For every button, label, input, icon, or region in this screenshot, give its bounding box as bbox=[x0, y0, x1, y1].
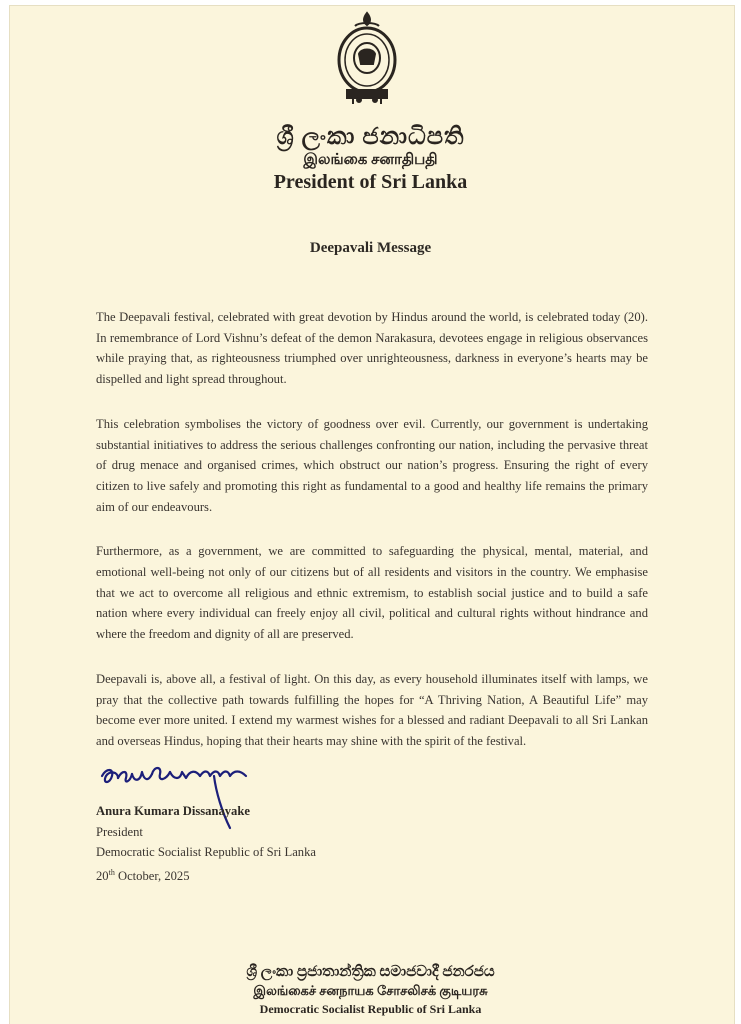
header-english: President of Sri Lanka bbox=[273, 171, 468, 193]
footer-english: Democratic Socialist Republic of Sri Lanka bbox=[259, 1002, 482, 1016]
signatory-name: Anura Kumara Dissanayake bbox=[96, 804, 250, 818]
header-tamil: இலங்கை சனாதிபதி bbox=[303, 152, 438, 168]
date-suffix: th bbox=[108, 868, 115, 878]
footer-tamil: இலங்கைச் சனநாயக சோசலிசக் குடியரசு bbox=[253, 983, 488, 998]
paragraph-2: This celebration symbolises the victory of goodness over evil. Currently, our government is undertaking substantial initiatives to address the serious challenges confronting our nation, including the pervasive threat of drug menace and organised crimes, which obstruct our nation’s progress. Ensuring the right of every citizen to live safely and promoting this right as fundamental to a good and healthy life remains the primary aim of our endeavours. bbox=[96, 416, 648, 514]
letter-date bbox=[96, 863, 316, 887]
state-emblem-icon bbox=[333, 10, 401, 106]
paragraph-4: Deepavali is, above all, a festival of light. On this day, as every household illuminates itself with lamps, we pray that the collective path towards fulfilling the hopes for “A Thriving Nation, A Beautiful Life” may become ever more united. I extend my warmest wishes for a blessed and radiant Deepavali to all Sri Lankan and overseas Hindus, hoping that their hearts may shine with the spirit of the festival. bbox=[96, 671, 648, 748]
paragraph-3: Furthermore, as a government, we are committed to safeguarding the physical, mental, material, and emotional well-being not only of our citizens but of all residents and visitors in the country. We emphasise that we act to overcome all religious and ethnic extremism, to establish social justice and to build a safe nation where every individual can freely enjoy all civil, political and cultural rights without hindrance and where the freedom and dignity of all are preserved. bbox=[96, 544, 648, 642]
signature-block bbox=[96, 801, 316, 887]
date-day: 20 bbox=[96, 869, 109, 884]
paragraph-1: The Deepavali festival, celebrated with great devotion by Hindus around the world, is celebrated today (20). In remembrance of Lord Vishnu’s defeat of the demon Narakasura, devotees engage in religious observances while praying that, as righteousness triumphed over unrighteousness, darkness in everyone’s hearts may be dispelled and light spread throughout. bbox=[96, 310, 648, 387]
signatory-position: President bbox=[96, 824, 143, 839]
letter-title: Deepavali Message bbox=[309, 240, 432, 256]
footer-sinhala: ශ්‍රී ලංකා ප්‍රජාතාන්ත්‍රික සමාජවාදී ජනරජය bbox=[246, 964, 495, 980]
letter-body bbox=[96, 307, 648, 776]
header-sinhala: ශ්‍රී ලංකා ජනාධිපති bbox=[276, 124, 465, 150]
date-rest: October, 2025 bbox=[114, 869, 190, 884]
signatory-country: Democratic Socialist Republic of Sri Lanka bbox=[96, 845, 316, 860]
